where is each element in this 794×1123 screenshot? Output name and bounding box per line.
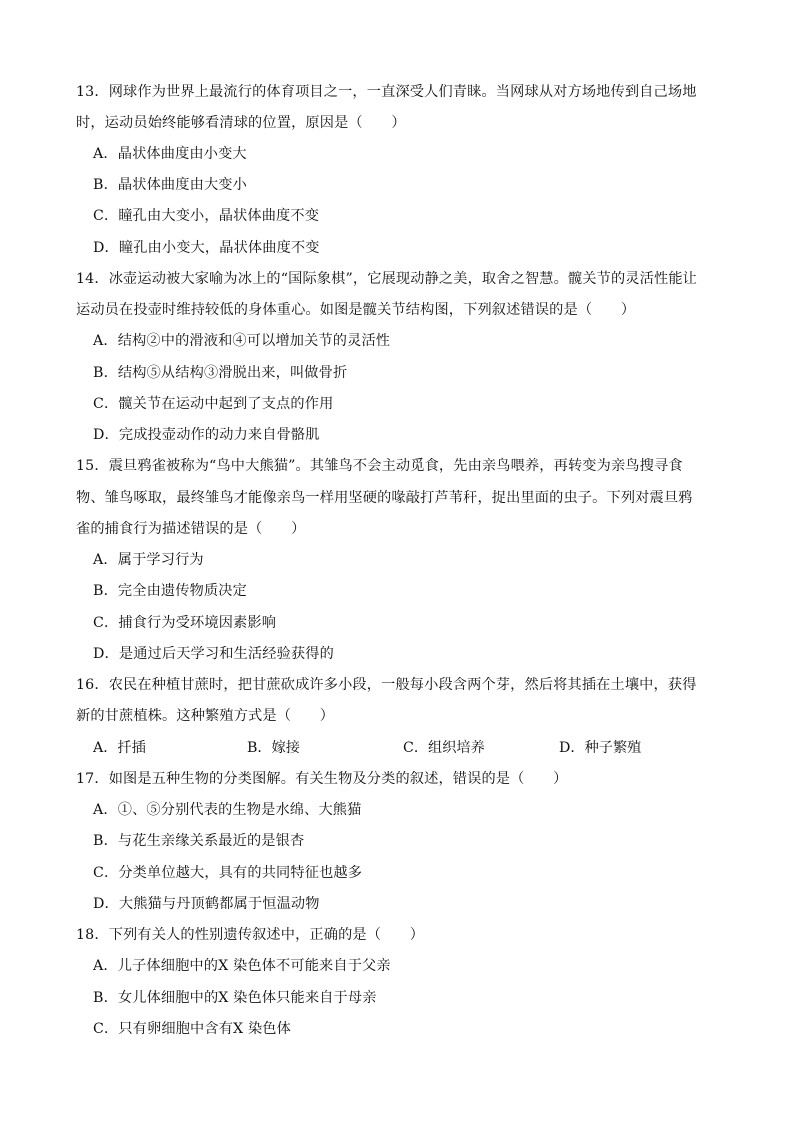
q14-option-b: B．结构⑤从结构③滑脱出来，叫做骨折 xyxy=(93,365,348,381)
q15-option-a: A．属于学习行为 xyxy=(93,552,204,568)
q16-option-a: A．扦插 xyxy=(93,740,146,756)
q17-stem-line-1: 17．如图是五种生物的分类图解。有关生物及分类的叙述，错误的是（ ） xyxy=(76,771,568,787)
q18-option-a: A．儿子体细胞中的X 染色体不可能来自于父亲 xyxy=(93,958,391,974)
q16-option-b: B．嫁接 xyxy=(247,740,300,756)
q15-option-d: D．是通过后天学习和生活经验获得的 xyxy=(93,646,334,662)
q16-stem-line-2: 新的甘蔗植株。这种繁殖方式是（ ） xyxy=(76,708,335,724)
q17-option-d: D．大熊猫与丹顶鹤都属于恒温动物 xyxy=(93,896,320,912)
q16-option-c: C．组织培养 xyxy=(403,740,485,756)
q15-stem-line-1: 15．震旦鸦雀被称为“鸟中大熊猫”。其雏鸟不会主动觅食，先由亲鸟喂养，再转变为亲鸟搜寻食 xyxy=(76,458,683,474)
q14-option-d: D．完成投壶动作的动力来自骨骼肌 xyxy=(93,427,320,443)
q14-stem-line-1: 14．冰壶运动被大家喻为冰上的“国际象棋”，它展现动静之美，取舍之智慧。髋关节的灵活性能让 xyxy=(76,271,697,287)
q15-stem-line-2: 物、雏鸟啄取，最终雏鸟才能像亲鸟一样用坚硬的喙敲打芦苇秆，捉出里面的虫子。下列对震旦鸦 xyxy=(76,490,693,506)
q15-stem-line-3: 雀的捕食行为描述错误的是（ ） xyxy=(76,521,306,537)
q18-option-b: B．女儿体细胞中的X 染色体只能来自于母亲 xyxy=(93,990,377,1006)
q18-option-c: C．只有卵细胞中含有X 染色体 xyxy=(93,1021,291,1037)
q16-stem-line-1: 16．农民在种植甘蔗时，把甘蔗砍成许多小段，一般每小段含两个芽，然后将其插在土壤中，获得 xyxy=(76,677,697,693)
q18-stem-line-1: 18．下列有关人的性别遗传叙述中，正确的是（ ） xyxy=(76,927,425,943)
q14-stem-line-2: 运动员在投壶时维持较低的身体重心。如图是髋关节结构图，下列叙述错误的是（ ） xyxy=(76,302,636,318)
q13-option-a: A．晶状体曲度由小变大 xyxy=(93,146,247,162)
q13-option-c: C．瞳孔由大变小，晶状体曲度不变 xyxy=(93,208,320,224)
q13-option-d: D．瞳孔由小变大，晶状体曲度不变 xyxy=(93,240,320,256)
q17-option-a: A．①、⑤分别代表的生物是水绵、大熊猫 xyxy=(93,802,362,818)
q17-option-b: B．与花生亲缘关系最近的是银杏 xyxy=(93,833,305,849)
q15-option-c: C．捕食行为受环境因素影响 xyxy=(93,615,277,631)
q15-option-b: B．完全由遗传物质决定 xyxy=(93,583,247,599)
q14-option-c: C．髋关节在运动中起到了支点的作用 xyxy=(93,396,334,412)
q13-stem-line-1: 13．网球作为世界上最流行的体育项目之一，一直深受人们青睐。当网球从对方场地传到自己场地 xyxy=(76,84,697,100)
q13-option-b: B．晶状体曲度由大变小 xyxy=(93,177,247,193)
q16-option-d: D．种子繁殖 xyxy=(559,740,642,756)
q13-stem-line-2: 时，运动员始终能够看清球的位置，原因是（ ） xyxy=(76,115,406,131)
q17-option-c: C．分类单位越大，具有的共同特征也越多 xyxy=(93,865,363,881)
q14-option-a: A．结构②中的滑液和④可以增加关节的灵活性 xyxy=(93,333,391,349)
